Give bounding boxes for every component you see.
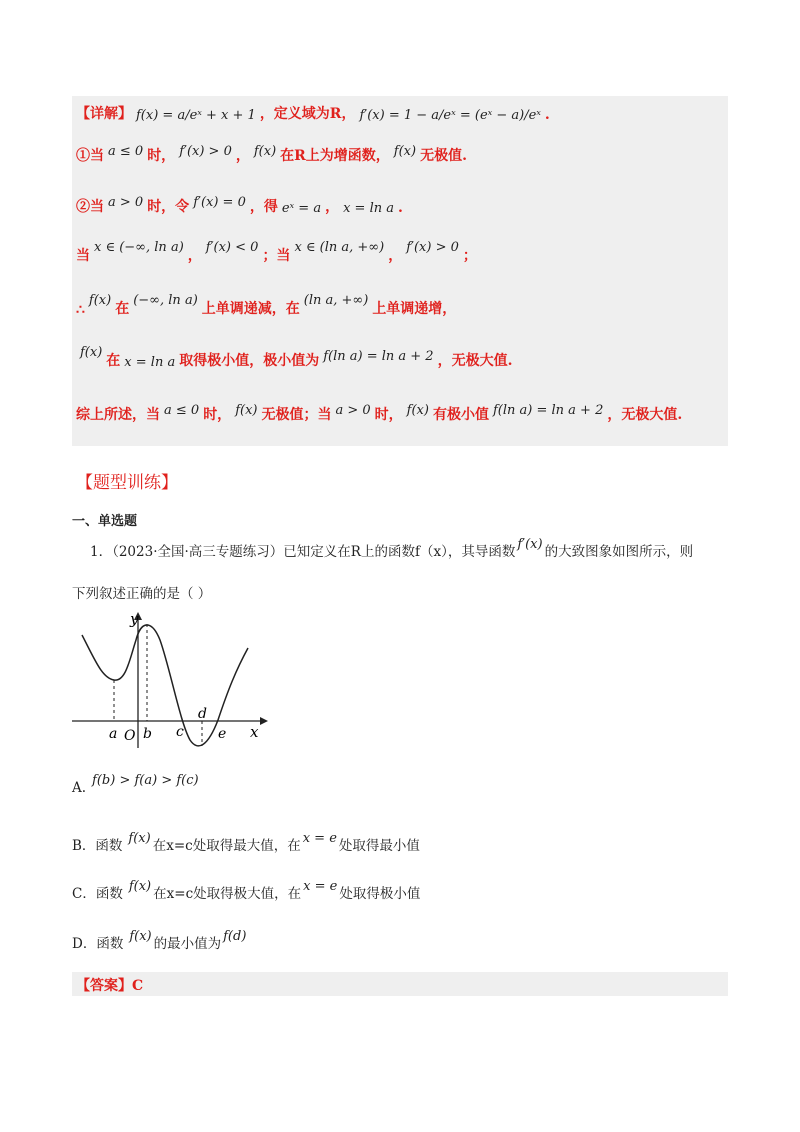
solution-line <box>76 240 477 265</box>
solution-formula: x = ln a <box>124 355 176 370</box>
label-origin: O <box>124 728 136 744</box>
solution-text: ∴ <box>76 302 85 318</box>
solution-formula: f′(x) > 0 <box>179 144 232 159</box>
solution-formula: x = ln a <box>343 201 394 216</box>
solution-text: . <box>397 200 403 216</box>
solution-text: ， <box>187 248 202 264</box>
solution-formula: f′(x) < 0 <box>205 240 259 255</box>
solution-formula: a ≤ 0 <box>108 144 144 159</box>
label-b: b <box>143 726 152 742</box>
x-axis-arrow <box>260 717 268 725</box>
solution-text: ， <box>388 248 403 264</box>
answer-text: 【答案】C <box>76 978 144 994</box>
solution-text: . <box>544 107 550 123</box>
label-d: d <box>198 706 207 722</box>
solution-line <box>76 196 403 216</box>
solution-formula: f(x) <box>393 144 417 159</box>
question-text-a: 1．（2023·全国·高三专题练习）已知定义在R上的函数 <box>90 544 415 560</box>
solution-text: 在R上为增函数， <box>280 148 390 164</box>
question-text-c: 的大致图象如图所示，则 <box>544 544 694 560</box>
option-text: 处取得最小值 <box>338 838 420 854</box>
solution-text: ，无极大值. <box>437 353 513 369</box>
solution-text: 时，令 <box>147 199 190 215</box>
option-prefix: D．函数 <box>72 936 124 952</box>
solution-text: 时， <box>374 407 403 423</box>
section-heading: 一、单选题 <box>72 514 138 529</box>
solution-formula: f(x) <box>253 144 277 159</box>
solution-text: ①当 <box>76 148 104 164</box>
solution-formula: x ∈ (ln a, +∞) <box>294 240 385 255</box>
option-d <box>72 929 248 952</box>
option-prefix: A. <box>72 780 87 796</box>
solution-text: ； <box>462 248 477 264</box>
solution-text: 无极值. <box>420 148 467 164</box>
solution-line <box>76 103 550 123</box>
derivative-graph <box>70 610 270 750</box>
label-c: c <box>176 724 184 740</box>
label-e: e <box>218 726 227 742</box>
solution-text: 时， <box>147 148 176 164</box>
option-formula: f(x) <box>128 831 151 846</box>
option-text: 在x=c处取得最大值，在 <box>152 838 301 854</box>
solution-formula: f(x) = a/eˣ + x + 1 <box>136 108 256 123</box>
option-formula: x = e <box>303 879 338 894</box>
solution-text: ， <box>325 199 340 215</box>
question-line-2: 下列叙述正确的是（ ） <box>72 586 212 602</box>
option-text: 在x=c处取得极大值，在 <box>153 886 302 902</box>
option-text: 处取得极小值 <box>339 886 421 902</box>
solution-formula: f′(x) = 0 <box>193 195 246 210</box>
option-a <box>72 773 201 796</box>
solution-text: ，得 <box>249 199 278 215</box>
solution-text: 有极小值 <box>432 407 489 423</box>
solution-formula: a > 0 <box>335 403 371 418</box>
solution-line <box>76 293 457 318</box>
option-formula: f(b) > f(a) > f(c) <box>92 773 199 788</box>
solution-text: 当 <box>76 248 90 264</box>
solution-text: 在 <box>106 353 121 369</box>
option-prefix: C．函数 <box>72 886 123 902</box>
solution-formula: f(ln a) = ln a + 2 <box>323 349 434 364</box>
label-x: x <box>250 723 259 741</box>
solution-formula: eˣ = a <box>281 201 322 216</box>
solution-text: 取得极小值，极小值为 <box>179 353 320 369</box>
solution-formula: f(ln a) = ln a + 2 <box>492 403 604 418</box>
solution-formula: f′(x) = 1 − a/eˣ = (eˣ − a)/eˣ <box>359 108 541 123</box>
section-title: 【题型训练】 <box>76 473 178 493</box>
question-line-1 <box>90 537 694 560</box>
solution-formula: (ln a, +∞) <box>303 293 369 308</box>
solution-formula: x ∈ (−∞, ln a) <box>94 240 184 255</box>
solution-text: ，定义域为R， <box>259 106 356 122</box>
option-text: 的最小值为 <box>153 936 222 952</box>
option-b <box>72 831 420 854</box>
label-a: a <box>109 726 118 742</box>
solution-text: 上单调递增， <box>372 301 457 317</box>
option-c <box>72 879 421 902</box>
solution-formula: a ≤ 0 <box>164 403 200 418</box>
solution-text: 在 <box>115 301 130 317</box>
option-formula: x = e <box>302 831 337 846</box>
answer-box <box>72 972 728 996</box>
option-prefix: B．函数 <box>72 838 123 854</box>
solution-text: ②当 <box>76 199 104 215</box>
option-formula: f(d) <box>223 929 247 944</box>
solution-formula: a > 0 <box>108 195 144 210</box>
solution-line <box>76 345 513 370</box>
question-derivative: f′(x) <box>517 537 543 552</box>
solution-text: 时， <box>203 407 232 423</box>
solution-formula: f′(x) > 0 <box>406 240 459 255</box>
solution-text: 【详解】 <box>76 106 132 122</box>
solution-text: 上单调递减，在 <box>201 301 300 317</box>
solution-formula: f(x) <box>235 403 258 418</box>
solution-text: ；当 <box>262 248 291 264</box>
question-fx: f（x） <box>414 544 448 560</box>
label-y: y <box>130 610 139 628</box>
solution-text: ，无极大值. <box>607 407 683 423</box>
solution-formula: (−∞, ln a) <box>133 293 198 308</box>
question-text-b: ，其导函数 <box>447 544 516 560</box>
solution-formula: f(x) <box>406 403 429 418</box>
solution-formula: f(x) <box>80 345 103 360</box>
solution-text: ， <box>235 148 250 164</box>
solution-line <box>76 404 682 424</box>
option-formula: f(x) <box>128 879 152 894</box>
solution-formula: f(x) <box>88 293 112 308</box>
solution-text: 综上所述，当 <box>76 407 160 423</box>
solution-text: 无极值；当 <box>261 407 332 423</box>
solution-line <box>76 145 467 165</box>
option-formula: f(x) <box>129 929 152 944</box>
